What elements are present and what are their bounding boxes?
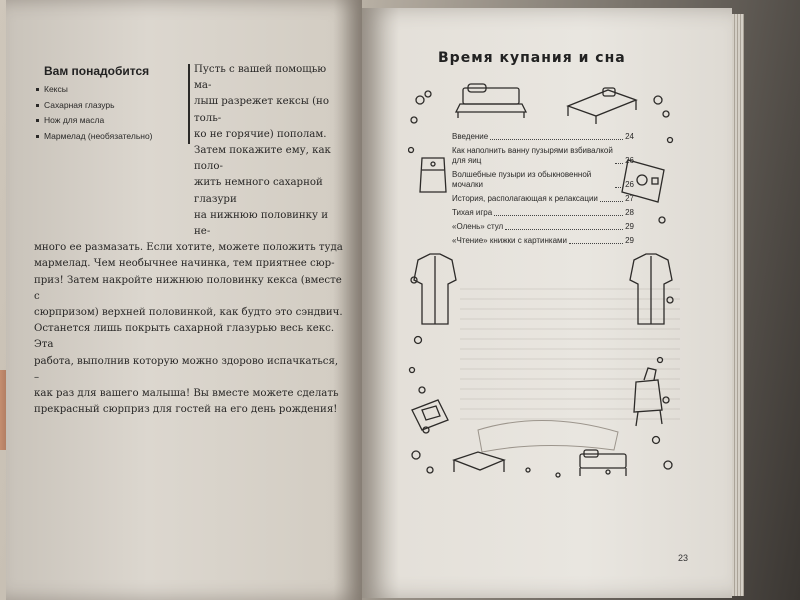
toc-page: 26 [625,180,634,189]
bed-icon [580,450,626,476]
needs-item: Нож для масла [36,113,182,129]
toc-item [452,170,634,190]
soap-box-icon [412,400,448,430]
body-line: Останется лишь покрыть сахарной глазурью весь кекс. Эта [34,323,335,351]
robe-icon [630,254,672,324]
bed-icon [454,452,504,472]
body-line: прекрасный сюрприз для гостей на его день рождения! [34,404,338,416]
toc-item [452,194,634,204]
body-line: ко не горячие) пополам. [194,128,327,140]
toc-title: «Олень» стул [452,222,504,231]
right-page-title: Время купания и сна [438,50,626,66]
toc-page: 29 [625,236,634,245]
body-line: мармелад. Чем необычнее начинка, тем приятнее сюр- [34,258,335,270]
needs-item: Кексы [36,82,182,98]
table-of-contents [452,132,634,250]
toc-title: Как наполнить ванну пузырями взбивалкой для яиц [452,146,613,165]
page-stack-edge [732,14,744,596]
toc-title: «Чтение» книжки с картинками [452,236,568,245]
robe-icon [414,254,456,324]
left-body-text [34,62,346,418]
chair-icon [634,368,662,426]
toc-title: Волшебные пузыри из обыкновенной мочалки [452,170,592,189]
body-line: работа, выполнив которую можно здорово испачкаться, – [34,355,339,383]
toc-item [452,222,634,232]
toc-dots [490,139,623,140]
body-line: много ее размазать. Если хотите, можете положить туда [34,242,343,254]
body-line: жить немного сахарной глазури [194,177,323,205]
body-line: сюрпризом) верхней половинкой, как будто это сэндвич. [34,307,343,319]
needs-item: Мармелад (необязательно) [36,129,182,145]
toc-title: Тихая игра [452,208,493,217]
toc-page: 27 [625,194,634,203]
needs-item: Сахарная глазурь [36,98,182,114]
toc-dots [615,163,623,164]
toc-dots [494,215,623,216]
page-number: 23 [678,553,689,563]
toc-page: 24 [625,132,634,141]
toc-dots [505,229,623,230]
toc-dots [600,201,623,202]
body-line: на нижнюю половинку и не- [194,209,329,238]
toc-item [452,146,634,166]
bed-icon [568,88,636,124]
toc-page: 26 [625,156,634,165]
bed-icon [456,84,526,118]
toc-item [452,236,634,246]
needs-title: Вам понадобится [44,64,150,78]
toc-page: 28 [625,208,634,217]
body-line: Пусть с вашей помощью ма- [194,64,327,92]
toc-page: 29 [625,222,634,231]
toc-title: История, располагающая к релаксации [452,194,598,203]
toc-title: Введение [452,132,489,141]
body-line: лыш разрежет кексы (но толь- [194,96,329,124]
toc-dots [569,243,623,244]
body-line: Затем покажите ему, как поло- [194,145,331,173]
body-line: приз! Затем накройте нижнюю половинку кекса (вместе с [34,274,342,302]
toc-item [452,132,634,142]
body-line: как раз для вашего малыша! Вы вместе можете сделать [34,388,339,400]
toc-dots [615,187,623,188]
toc-item [452,208,634,218]
towel-icon [420,158,446,192]
